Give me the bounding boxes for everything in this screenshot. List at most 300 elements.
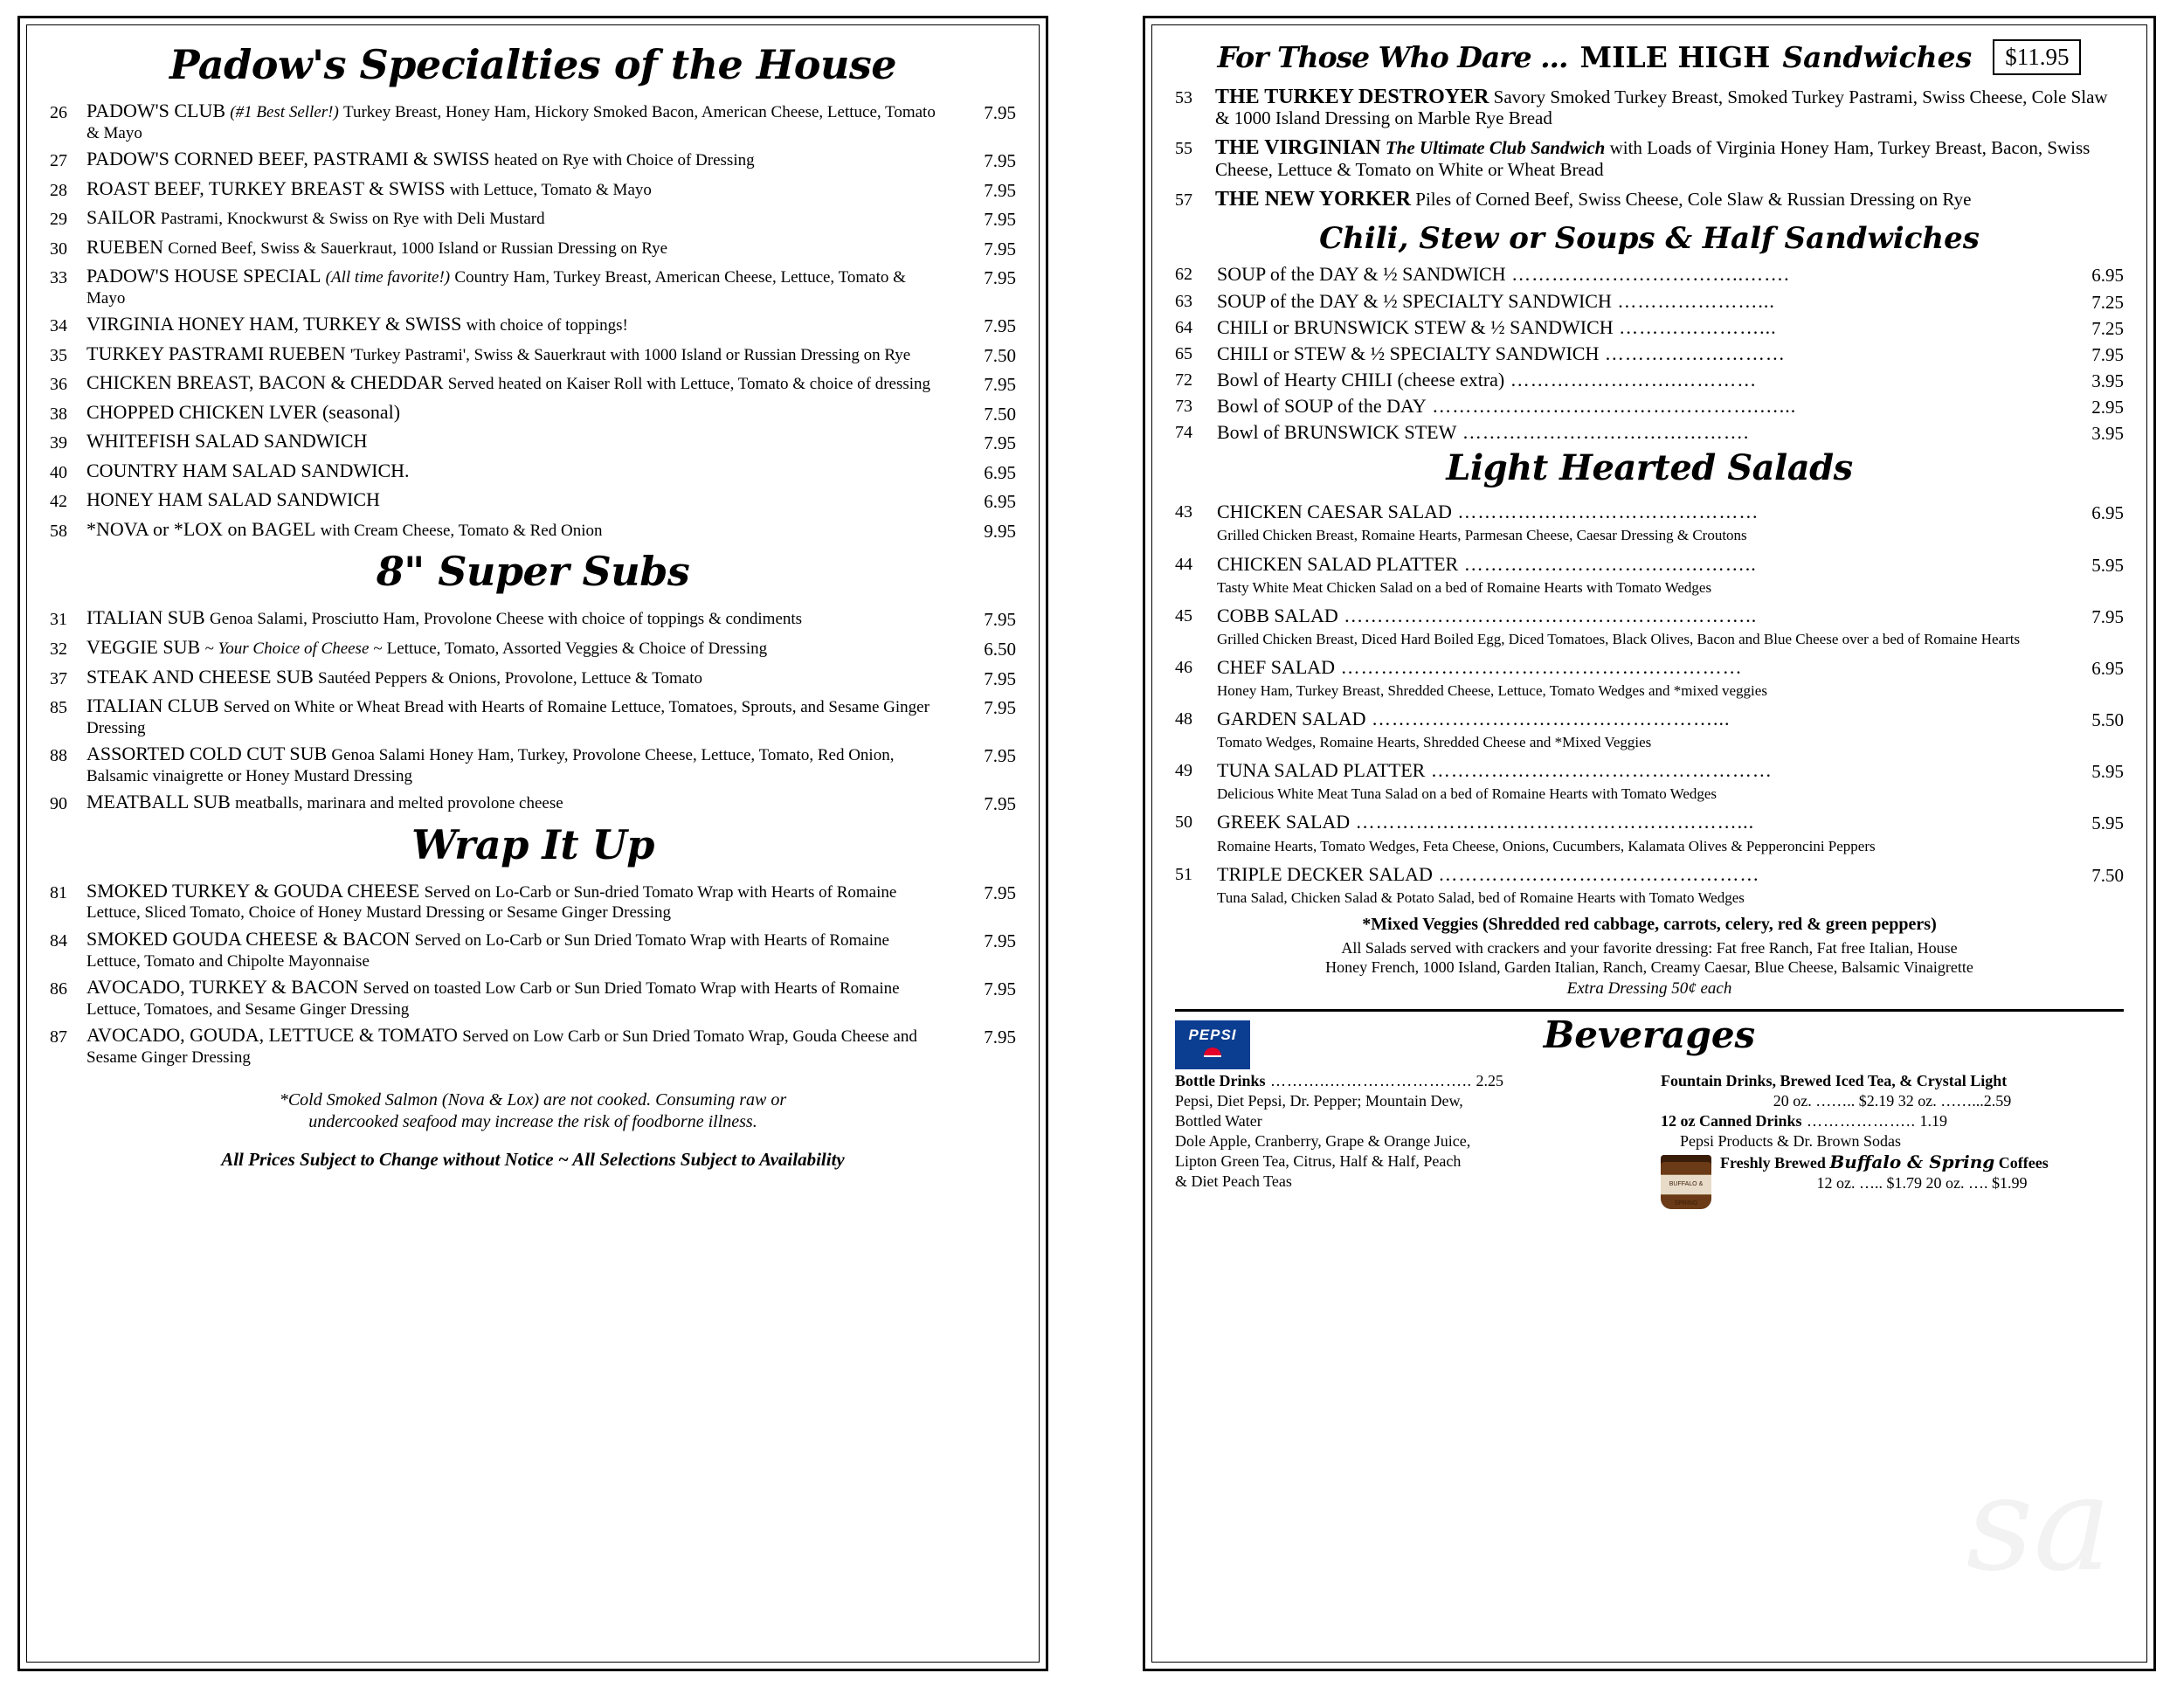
item-number: 57 xyxy=(1175,190,1192,210)
item-body xyxy=(86,460,948,482)
item-name: TUNA SALAD PLATTER xyxy=(1217,759,1426,782)
item-number: 64 xyxy=(1175,317,1192,337)
menu-item xyxy=(50,149,1016,172)
item-desc: 'Turkey Pastrami', Swiss & Sauerkraut with 1000 Island or Russian Dressing on Rye xyxy=(349,345,911,364)
item-number: 85 xyxy=(50,698,67,718)
item-body xyxy=(1215,136,2124,179)
right-page-panel xyxy=(1143,16,2156,1671)
item-name: CHILI or STEW & ½ SPECIALTY SANDWICH xyxy=(1217,342,1600,364)
item-price: 7.50 xyxy=(984,344,1016,366)
item-desc: Served on toasted Low Carb or Sun Dried Tomato Wrap with Hearts of Romaine Lettuce, Tomatoes, and Sesame Ginger Dressing xyxy=(86,979,900,1019)
item-number: 58 xyxy=(50,521,67,541)
item-name: PADOW'S CORNED BEEF, PASTRAMI & SWISS xyxy=(86,148,490,170)
item-number: 50 xyxy=(1175,812,1192,833)
item-price: 5.95 xyxy=(2091,761,2124,783)
item-body xyxy=(86,1025,948,1067)
item-body xyxy=(86,314,948,335)
menu-item xyxy=(50,929,1016,971)
item-name: SMOKED GOUDA CHEESE & BACON xyxy=(86,927,411,950)
left-page-panel xyxy=(17,16,1048,1671)
item-desc: Piles of Corned Beef, Swiss Cheese, Cole Slaw & Russian Dressing on Rye xyxy=(1415,188,1972,210)
item-body xyxy=(86,929,948,971)
item-name: THE VIRGINIAN xyxy=(1215,136,1381,160)
item-name: CHICKEN CAESAR SALAD xyxy=(1217,501,1452,523)
item-number: 31 xyxy=(50,610,67,630)
bottle-drinks-desc-1: Pepsi, Diet Pepsi, Dr. Pepper; Mountain Dew, xyxy=(1175,1091,1463,1110)
canned-drinks-line xyxy=(1661,1111,2124,1131)
dot-leader: ………………………………………….…... xyxy=(1426,395,1797,418)
item-price: 7.95 xyxy=(984,267,1016,289)
pepsi-logo-icon xyxy=(1175,1020,1250,1069)
item-name: THE NEW YORKER xyxy=(1215,187,1412,211)
menu-item xyxy=(50,881,1016,923)
item-number: 72 xyxy=(1175,370,1192,390)
item-price: 9.95 xyxy=(984,520,1016,542)
item-price: 7.95 xyxy=(984,1027,1016,1048)
mile-high-price-box: $11.95 xyxy=(1993,39,2081,75)
item-name: ROAST BEEF, TURKEY BREAST & SWISS xyxy=(86,176,446,199)
beverages-bottle-column xyxy=(1175,1071,1638,1209)
item-name: CHOPPED CHICKEN LVER (seasonal) xyxy=(86,400,401,423)
menu-item xyxy=(1175,759,2124,782)
item-price: 7.25 xyxy=(2091,317,2124,339)
coffee-heading-suffix: Coffees xyxy=(1998,1153,2049,1172)
item-name: RUEBEN xyxy=(86,235,163,258)
dot-leader: ………………………………………… xyxy=(1432,862,1760,885)
item-body xyxy=(1217,708,2045,729)
item-number: 28 xyxy=(50,180,67,200)
item-desc: Served heated on Kaiser Roll with Lettuce, Tomato & choice of dressing xyxy=(447,375,931,394)
item-price: 7.95 xyxy=(984,793,1016,815)
coffee-cup-label: BUFFALO & SPRING xyxy=(1661,1174,1711,1195)
item-price: 7.95 xyxy=(984,209,1016,231)
item-desc: Served on Low Carb or Sun Dried Tomato Wrap, Gouda Cheese and Sesame Ginger Dressing xyxy=(86,1027,917,1067)
item-number: 39 xyxy=(50,433,67,453)
item-number: 44 xyxy=(1175,554,1192,574)
item-number: 51 xyxy=(1175,864,1192,884)
item-number: 34 xyxy=(50,316,67,336)
item-desc: with Cream Cheese, Tomato & Red Onion xyxy=(320,521,603,540)
mile-high-list xyxy=(1175,86,2124,211)
item-number: 45 xyxy=(1175,605,1192,626)
item-name: SMOKED TURKEY & GOUDA CHEESE xyxy=(86,879,420,902)
item-name: SOUP of the DAY & ½ SANDWICH xyxy=(1217,263,1506,286)
item-price: 7.25 xyxy=(2091,291,2124,313)
salads-list xyxy=(1175,501,2124,905)
menu-item xyxy=(50,207,1016,231)
item-number: 84 xyxy=(50,930,67,951)
item-body xyxy=(1217,501,2045,522)
item-number: 48 xyxy=(1175,709,1192,729)
menu-item xyxy=(1175,421,2124,444)
dot-leader: ………..…………………….. xyxy=(1265,1071,1472,1089)
item-number: 37 xyxy=(50,668,67,688)
canned-drinks-heading: 12 oz Canned Drinks xyxy=(1661,1111,1802,1130)
item-body xyxy=(1217,759,2045,781)
item-name: HONEY HAM SALAD SANDWICH xyxy=(86,488,380,511)
item-price: 7.50 xyxy=(2091,864,2124,886)
menu-item xyxy=(50,667,1016,690)
disclaimer-line-1: *Cold Smoked Salmon (Nova & Lox) are not cooked. Consuming raw or xyxy=(279,1090,787,1110)
item-price: 7.95 xyxy=(984,150,1016,172)
item-price: 7.95 xyxy=(984,179,1016,201)
item-price: 7.95 xyxy=(984,882,1016,903)
menu-item xyxy=(50,314,1016,337)
mixed-veggies-note: *Mixed Veggies (Shredded red cabbage, carrots, celery, red & green peppers) xyxy=(1362,914,1937,934)
item-desc: Corned Beef, Swiss & Sauerkraut, 1000 Island or Russian Dressing on Rye xyxy=(168,239,668,258)
item-body xyxy=(1217,369,2045,391)
item-number: 43 xyxy=(1175,502,1192,522)
dot-leader: …………………………………………………... xyxy=(1350,811,1755,833)
item-body xyxy=(86,607,948,629)
super-subs-list xyxy=(50,607,1016,814)
item-body xyxy=(86,667,948,688)
coffee-heading-prefix: Freshly Brewed xyxy=(1720,1153,1826,1172)
item-body xyxy=(1217,553,2045,575)
dot-leader: …………………………………………………….. xyxy=(1337,604,1758,626)
item-name: PADOW'S CLUB xyxy=(86,100,226,121)
item-number: 40 xyxy=(50,462,67,482)
item-desc: Savory Smoked Turkey Breast, Smoked Turkey Pastrami, Swiss Cheese, Cole Slaw & 1000 Island Dressing on Marble Rye Bread xyxy=(1215,86,2108,129)
item-body xyxy=(86,100,948,142)
item-desc: meatballs, marinara and melted provolone cheese xyxy=(235,794,563,813)
item-name: CHEF SALAD xyxy=(1217,655,1336,678)
coffee-heading-line xyxy=(1720,1151,2124,1174)
seafood-disclaimer xyxy=(50,1089,1016,1133)
canned-drinks-desc: Pepsi Products & Dr. Brown Sodas xyxy=(1680,1131,1902,1150)
item-desc: Genoa Salami, Prosciutto Ham, Provolone Cheese with choice of toppings & condiments xyxy=(209,610,803,629)
item-desc: Tomato Wedges, Romaine Hearts, Shredded Cheese and *Mixed Veggies xyxy=(1217,734,1652,751)
dressing-note xyxy=(1175,938,2124,978)
disclaimer-line-2: undercooked seafood may increase the risk of foodborne illness. xyxy=(308,1112,757,1132)
item-price: 7.95 xyxy=(984,697,1016,719)
item-price: 7.95 xyxy=(2091,343,2124,365)
item-price: 7.95 xyxy=(984,238,1016,259)
menu-item xyxy=(50,460,1016,484)
pepsi-logo-text: PEPSI xyxy=(1188,1026,1237,1043)
item-body xyxy=(1217,342,2045,364)
item-body xyxy=(1215,188,1971,211)
item-price: 7.95 xyxy=(984,102,1016,123)
item-desc: with Loads of Virginia Honey Ham, Turkey Breast, Bacon, Swiss Cheese, Lettuce & Tomato on White or Wheat Bread xyxy=(1215,137,2091,180)
coffee-brand-name: Buffalo & Spring xyxy=(1829,1151,1995,1172)
item-price: 7.95 xyxy=(984,609,1016,631)
item-body xyxy=(1217,263,2045,285)
beverages-title: Beverages xyxy=(1543,1013,1756,1056)
item-desc: Turkey Breast, Honey Ham, Hickory Smoked Bacon, American Cheese, Lettuce, Tomato & Mayo xyxy=(86,103,936,142)
item-number: 62 xyxy=(1175,265,1192,285)
super-subs-title: 8" Super Subs xyxy=(376,548,690,596)
item-name: VEGGIE SUB xyxy=(86,635,201,658)
item-name: AVOCADO, TURKEY & BACON xyxy=(86,976,359,999)
item-price: 5.95 xyxy=(2091,812,2124,834)
menu-item xyxy=(50,977,1016,1019)
dot-leader: ……………………………………… xyxy=(1451,501,1759,523)
item-number: 35 xyxy=(50,345,67,365)
item-price: 3.95 xyxy=(2091,370,2124,391)
item-number: 63 xyxy=(1175,291,1192,311)
dot-leader: ……………………………………………... xyxy=(1365,708,1731,730)
item-number: 29 xyxy=(50,210,67,230)
dot-leader: ……………………… xyxy=(1599,342,1786,364)
item-body xyxy=(86,237,948,259)
wrap-it-up-title: Wrap It Up xyxy=(411,820,654,868)
menu-item xyxy=(50,343,1016,367)
item-name: CHICKEN BREAST, BACON & CHEDDAR xyxy=(86,371,444,394)
item-name: ITALIAN SUB xyxy=(86,606,205,629)
item-name: VIRGINIA HONEY HAM, TURKEY & SWISS xyxy=(86,313,462,335)
item-name: PADOW'S HOUSE SPECIAL xyxy=(86,265,321,287)
item-number: 36 xyxy=(50,375,67,395)
menu-item xyxy=(50,372,1016,396)
dressing-note-line-1: All Salads served with crackers and your favorite dressing: Fat free Ranch, Fat free Italian, House xyxy=(1341,938,1958,957)
pepsi-globe-icon xyxy=(1204,1047,1221,1065)
item-number: 74 xyxy=(1175,423,1192,443)
menu-item xyxy=(50,100,1016,142)
item-number: 38 xyxy=(50,404,67,424)
item-name: GARDEN SALAD xyxy=(1217,708,1366,730)
item-desc: Lettuce, Tomato, Assorted Veggies & Choice of Dressing xyxy=(386,639,768,658)
item-body xyxy=(1217,811,2045,833)
item-desc: Genoa Salami Honey Ham, Turkey, Provolone Cheese, Lettuce, Tomato, Red Onion, Balsamic vinaigrette or Honey Mustard Dressing xyxy=(86,746,895,785)
item-number: 27 xyxy=(50,151,67,171)
item-desc: Tasty White Meat Chicken Salad on a bed of Romaine Hearts with Tomato Wedges xyxy=(1217,578,1712,596)
item-price: 5.50 xyxy=(2091,709,2124,731)
dot-leader: …………………... xyxy=(1613,315,1777,338)
dot-leader: …………………………………….. xyxy=(1458,552,1757,575)
item-number: 88 xyxy=(50,746,67,766)
menu-item xyxy=(1175,188,2124,211)
bottle-drinks-line xyxy=(1175,1071,1638,1091)
item-desc: Country Ham, Turkey Breast, American Cheese, Lettuce, Tomato & Mayo xyxy=(86,268,906,308)
item-name: COUNTRY HAM SALAD SANDWICH. xyxy=(86,459,410,481)
canned-drinks-price: 1.19 xyxy=(1919,1111,1948,1130)
menu-item xyxy=(1175,290,2124,313)
menu-item xyxy=(1175,811,2124,833)
item-price: 6.95 xyxy=(984,491,1016,513)
item-desc: Romaine Hearts, Tomato Wedges, Feta Cheese, Onions, Cucumbers, Kalamata Olives & Pepperoncini Peppers xyxy=(1217,837,1876,854)
extra-dressing-note: Extra Dressing 50¢ each xyxy=(1566,978,1732,998)
item-price: 6.95 xyxy=(984,461,1016,483)
item-name: Bowl of BRUNSWICK STEW xyxy=(1217,421,1457,444)
menu-item xyxy=(50,402,1016,425)
item-italic: (#1 Best Seller!) xyxy=(230,103,339,121)
menu-item xyxy=(50,792,1016,815)
item-name: THE TURKEY DESTROYER xyxy=(1215,86,1489,108)
fountain-drinks-heading: Fountain Drinks, Brewed Iced Tea, & Crystal Light xyxy=(1661,1071,2008,1089)
menu-item xyxy=(1175,553,2124,576)
left-page-inner xyxy=(26,24,1040,1663)
item-desc: Served on Lo-Carb or Sun Dried Tomato Wrap with Hearts of Romaine Lettuce, Tomato and Chipolte Mayonnaise xyxy=(86,930,889,971)
menu-item xyxy=(1175,316,2124,339)
item-price: 5.95 xyxy=(2091,554,2124,576)
item-price: 7.95 xyxy=(984,978,1016,1000)
item-number: 86 xyxy=(50,979,67,999)
item-desc: with choice of toppings! xyxy=(466,316,628,335)
menu-item xyxy=(1175,605,2124,627)
item-number: 53 xyxy=(1175,88,1192,107)
menu-item xyxy=(50,266,1016,308)
item-name: SAILOR xyxy=(86,206,156,229)
coffee-block xyxy=(1661,1151,2124,1209)
item-body xyxy=(1217,421,2045,443)
item-body xyxy=(86,977,948,1019)
bottle-drinks-desc-2: Bottled Water xyxy=(1175,1111,1262,1130)
menu-item xyxy=(50,178,1016,202)
item-desc: Tuna Salad, Chicken Salad & Potato Salad, bed of Romaine Hearts with Tomato Wedges xyxy=(1217,888,1745,906)
item-subtitle: The Ultimate Club Sandwich xyxy=(1385,137,1606,159)
dot-leader: …………………... xyxy=(1611,289,1775,312)
wraps-list xyxy=(50,881,1016,1068)
item-desc: Delicious White Meat Tuna Salad on a bed of Romaine Hearts with Tomato Wedges xyxy=(1217,785,1717,803)
item-name: TURKEY PASTRAMI RUEBEN xyxy=(86,342,346,364)
item-number: 26 xyxy=(50,103,67,122)
item-body xyxy=(86,207,948,229)
item-number: 30 xyxy=(50,239,67,259)
item-italic: (All time favorite!) xyxy=(325,268,451,287)
item-body xyxy=(86,637,948,659)
menu-item xyxy=(50,519,1016,543)
mile-high-sandwiches-text: Sandwiches xyxy=(1782,40,1973,74)
item-name: *NOVA or *LOX on BAGEL xyxy=(86,517,316,540)
dot-leader: ……………………………..……. xyxy=(1505,263,1790,286)
menu-item xyxy=(1175,369,2124,391)
item-number: 87 xyxy=(50,1027,67,1047)
item-price: 3.95 xyxy=(2091,423,2124,445)
dot-leader: ……………………………………. xyxy=(1456,421,1750,444)
bottle-drinks-desc-4: Lipton Green Tea, Citrus, Half & Half, Peach xyxy=(1175,1151,1462,1170)
item-number: 49 xyxy=(1175,761,1192,781)
item-body xyxy=(86,372,948,394)
item-body xyxy=(1217,863,2045,885)
item-body xyxy=(86,519,948,541)
item-number: 90 xyxy=(50,794,67,814)
item-desc: Grilled Chicken Breast, Romaine Hearts, Parmesan Cheese, Caesar Dressing & Croutons xyxy=(1217,527,1747,544)
beverages-header xyxy=(1175,1013,2124,1069)
item-body xyxy=(86,149,948,170)
menu-item xyxy=(1175,86,2124,128)
item-desc: heated on Rye with Choice of Dressing xyxy=(494,151,755,170)
item-number: 65 xyxy=(1175,343,1192,363)
menu-item xyxy=(50,431,1016,454)
item-name: ITALIAN CLUB xyxy=(86,695,219,717)
item-price: 7.95 xyxy=(984,667,1016,689)
item-desc: Grilled Chicken Breast, Diced Hard Boiled Egg, Diced Tomatoes, Black Olives, Bacon and Blue Cheese over a bed of Romaine Hearts xyxy=(1217,630,2021,647)
watermark: sa xyxy=(1966,1448,2111,1601)
menu-item xyxy=(1175,863,2124,886)
menu-item xyxy=(1175,342,2124,365)
item-body xyxy=(1215,86,2124,128)
menu-item xyxy=(50,607,1016,631)
item-name: CHILI or BRUNSWICK STEW & ½ SANDWICH xyxy=(1217,315,1614,338)
dot-leader: …………………….………… xyxy=(1504,368,1758,391)
item-price: 2.95 xyxy=(2091,397,2124,418)
chili-list xyxy=(1175,263,2124,444)
menu-item xyxy=(1175,656,2124,679)
item-number: 32 xyxy=(50,639,67,659)
menu-item xyxy=(50,637,1016,660)
item-number: 81 xyxy=(50,882,67,902)
item-name: Bowl of Hearty CHILI (cheese extra) xyxy=(1217,368,1505,391)
bottle-drinks-price: 2.25 xyxy=(1476,1071,1503,1089)
item-body xyxy=(86,343,948,365)
item-body xyxy=(1217,316,2045,338)
dot-leader: …………………………………………………… xyxy=(1335,655,1743,678)
item-name: COBB SALAD xyxy=(1217,604,1338,626)
mile-high-dare-text: For Those Who Dare ... xyxy=(1217,40,1568,74)
item-body xyxy=(86,792,948,813)
item-name: MEATBALL SUB xyxy=(86,791,231,813)
item-name: ASSORTED COLD CUT SUB xyxy=(86,743,328,765)
item-name: TRIPLE DECKER SALAD xyxy=(1217,862,1433,885)
item-name: SOUP of the DAY & ½ SPECIALTY SANDWICH xyxy=(1217,289,1612,312)
item-number: 42 xyxy=(50,492,67,512)
chili-section-title: Chili, Stew or Soups & Half Sandwiches xyxy=(1319,221,1980,257)
item-desc: Pastrami, Knockwurst & Swiss on Rye with Deli Mustard xyxy=(160,210,545,229)
item-desc: Served on White or Wheat Bread with Hearts of Romaine Lettuce, Tomatoes, Sprouts, and Sesame Ginger Dressing xyxy=(86,698,930,737)
item-body xyxy=(1217,395,2045,417)
menu-item xyxy=(1175,708,2124,730)
item-body xyxy=(86,402,948,424)
item-body xyxy=(86,881,948,923)
menu-item xyxy=(1175,136,2124,179)
mile-high-title: MILE HIGH xyxy=(1579,40,1771,74)
item-name: STEAK AND CHEESE SUB xyxy=(86,665,314,688)
specialties-list xyxy=(50,100,1016,542)
dot-leader: ……………….. xyxy=(1801,1111,1917,1130)
menu-item xyxy=(50,1025,1016,1067)
item-price: 7.95 xyxy=(984,745,1016,767)
item-body xyxy=(86,489,948,511)
coffee-cup-icon xyxy=(1661,1155,1711,1209)
bottle-drinks-heading: Bottle Drinks xyxy=(1175,1071,1266,1089)
item-body xyxy=(86,695,948,737)
fountain-drinks-prices: 20 oz. …….. $2.19 32 oz. ……...2.59 xyxy=(1773,1091,2012,1110)
item-name: CHICKEN SALAD PLATTER xyxy=(1217,552,1459,575)
item-body xyxy=(1217,605,2045,626)
item-price: 7.95 xyxy=(984,315,1016,337)
dressing-note-line-2: Honey French, 1000 Island, Garden Italian, Ranch, Creamy Caesar, Blue Cheese, Balsamic Vinaigrette xyxy=(1325,958,1973,977)
page-title: Padow's Specialties of the House xyxy=(169,41,897,88)
menu-item xyxy=(1175,263,2124,286)
menu-item xyxy=(1175,395,2124,418)
coffee-prices: 12 oz. ….. $1.79 20 oz. …. $1.99 xyxy=(1816,1174,2028,1193)
salads-section-title: Light Hearted Salads xyxy=(1446,447,1853,489)
item-price: 6.95 xyxy=(2091,502,2124,524)
item-number: 73 xyxy=(1175,397,1192,417)
bottle-drinks-desc-5: & Diet Peach Teas xyxy=(1175,1172,1292,1190)
item-body xyxy=(86,178,948,200)
right-page-inner xyxy=(1151,24,2147,1663)
menu-item xyxy=(50,237,1016,260)
item-desc: with Lettuce, Tomato & Mayo xyxy=(449,180,652,199)
item-italic: ~ Your Choice of Cheese ~ xyxy=(204,639,383,658)
beverages-divider xyxy=(1175,1009,2124,1012)
item-body xyxy=(1217,656,2045,678)
item-name: AVOCADO, GOUDA, LETTUCE & TOMATO xyxy=(86,1024,458,1047)
item-price: 7.95 xyxy=(984,930,1016,951)
item-price: 7.50 xyxy=(984,403,1016,425)
beverages-fountain-column xyxy=(1661,1071,2124,1209)
item-body xyxy=(86,266,948,308)
item-name: Bowl of SOUP of the DAY xyxy=(1217,395,1427,418)
item-number: 46 xyxy=(1175,657,1192,677)
price-footer-note: All Prices Subject to Change without Notice ~ All Selections Subject to Availability xyxy=(221,1149,845,1171)
item-price: 6.95 xyxy=(2091,657,2124,679)
menu-item xyxy=(1175,501,2124,523)
item-price: 6.50 xyxy=(984,638,1016,660)
item-price: 7.95 xyxy=(984,374,1016,396)
